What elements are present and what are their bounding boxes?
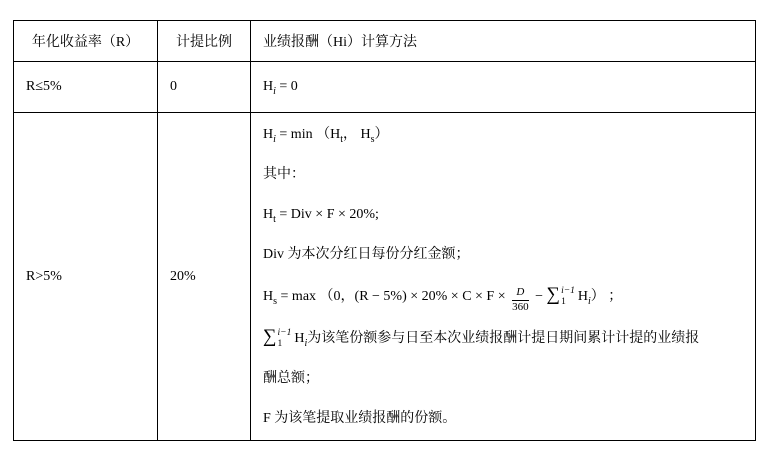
header-annualized-return: 年化收益率（R） bbox=[14, 21, 158, 62]
table-row-rate-gt-5 bbox=[14, 113, 756, 441]
formula-line: $H_i = \min (H_t$， $H_s$） bbox=[263, 126, 389, 145]
formula-line: Div 为本次分红日每份分红金额； bbox=[263, 246, 470, 262]
formula-line: $H_s = \max (0$，(R − 5%) × 20% × C × F × $\frac{D}{360}$ − ∑ i−1 1 $H_i$） ； bbox=[263, 283, 623, 313]
ratio-value: 0 bbox=[158, 62, 251, 113]
formula-line: $H_t$ = Div × F × 20%; bbox=[263, 206, 379, 225]
performance-fee-table bbox=[13, 20, 756, 441]
method-cell bbox=[251, 62, 756, 113]
ratio-value: 20% bbox=[158, 113, 251, 441]
formula-line: $H_i = 0$ bbox=[263, 79, 298, 97]
method-cell bbox=[251, 113, 756, 441]
formula-line: 酬总额； bbox=[263, 370, 319, 386]
header-accrual-ratio: 计提比例 bbox=[158, 21, 251, 62]
formula-line: 其中： bbox=[263, 166, 305, 182]
table-row-rate-le-5 bbox=[14, 62, 756, 113]
rate-value: R≤5% bbox=[14, 62, 158, 113]
formula-line: ∑ i−1 1 $H_i$为该笔份额参与日至本次业绩报酬计提日期间累计计提的业绩报 bbox=[263, 325, 700, 349]
formula-line: F 为该笔提取业绩报酬的份额。 bbox=[263, 410, 457, 426]
header-calc-method: 业绩报酬（Hi）计算方法 bbox=[251, 21, 756, 62]
table-header-row bbox=[14, 21, 756, 62]
rate-value: R>5% bbox=[14, 113, 158, 441]
